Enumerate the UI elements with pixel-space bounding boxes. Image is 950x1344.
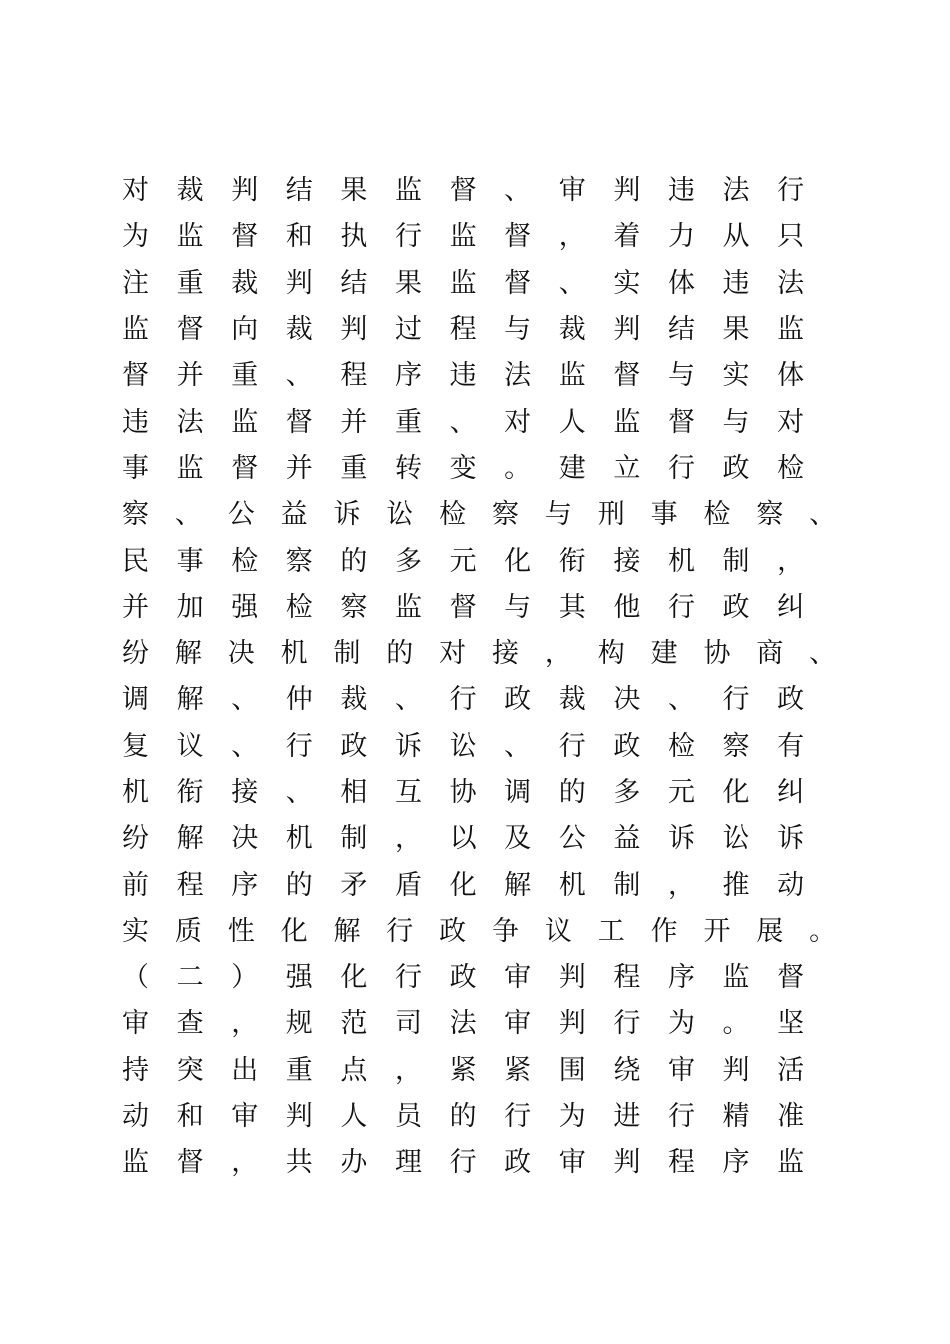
section-heading-line: （ 二 ） 强 化 行 政 审 判 程 序 监 督 [122,962,805,994]
text-line: 监 督 ， 共 办 理 行 政 审 判 程 序 监 [122,1147,805,1179]
text-line: 督 并 重 、 程 序 违 法 监 督 与 实 体 [122,360,805,392]
text-line: 察 、 公 益 诉 讼 检 察 与 刑 事 检 察 、 [122,499,837,531]
text-line: 事 监 督 并 重 转 变 。 建 立 行 政 检 [122,452,805,484]
text-line: 对 裁 判 结 果 监 督 、 审 判 违 法 行 [122,175,805,207]
text-line: 审 查 ， 规 范 司 法 审 判 行 为 。 坚 [122,1008,805,1040]
text-line: 调 解 、 仲 裁 、 行 政 裁 决 、 行 政 [122,684,805,716]
text-line: 为 监 督 和 执 行 监 督 ， 着 力 从 只 [122,221,805,253]
text-line: 注 重 裁 判 结 果 监 督 、 实 体 违 法 [122,267,805,299]
text-line: 动 和 审 判 人 员 的 行 为 进 行 精 准 [122,1101,805,1133]
text-line: 违 法 监 督 并 重 、 对 人 监 督 与 对 [122,406,805,438]
text-line: 纷 解 决 机 制 的 对 接 ， 构 建 协 商 、 [122,638,837,670]
text-line: 监 督 向 裁 判 过 程 与 裁 判 结 果 监 [122,314,805,346]
text-line: 并 加 强 检 察 监 督 与 其 他 行 政 纠 [122,591,805,623]
text-line: 纷 解 决 机 制 ， 以 及 公 益 诉 讼 诉 [122,823,805,855]
text-line: 复 议 、 行 政 诉 讼 、 行 政 检 察 有 [122,730,805,762]
text-line: 机 衔 接 、 相 互 协 调 的 多 元 化 纠 [122,777,805,808]
text-line: 民 事 检 察 的 多 元 化 衔 接 机 制 ， [122,545,805,577]
text-line: 持 突 出 重 点 ， 紧 紧 围 绕 审 判 活 [122,1054,805,1086]
text-line: 实 质 性 化 解 行 政 争 议 工 作 开 展 。 [122,915,837,947]
body-text [122,168,862,1187]
text-line: 前 程 序 的 矛 盾 化 解 机 制 ， 推 动 [122,869,805,901]
